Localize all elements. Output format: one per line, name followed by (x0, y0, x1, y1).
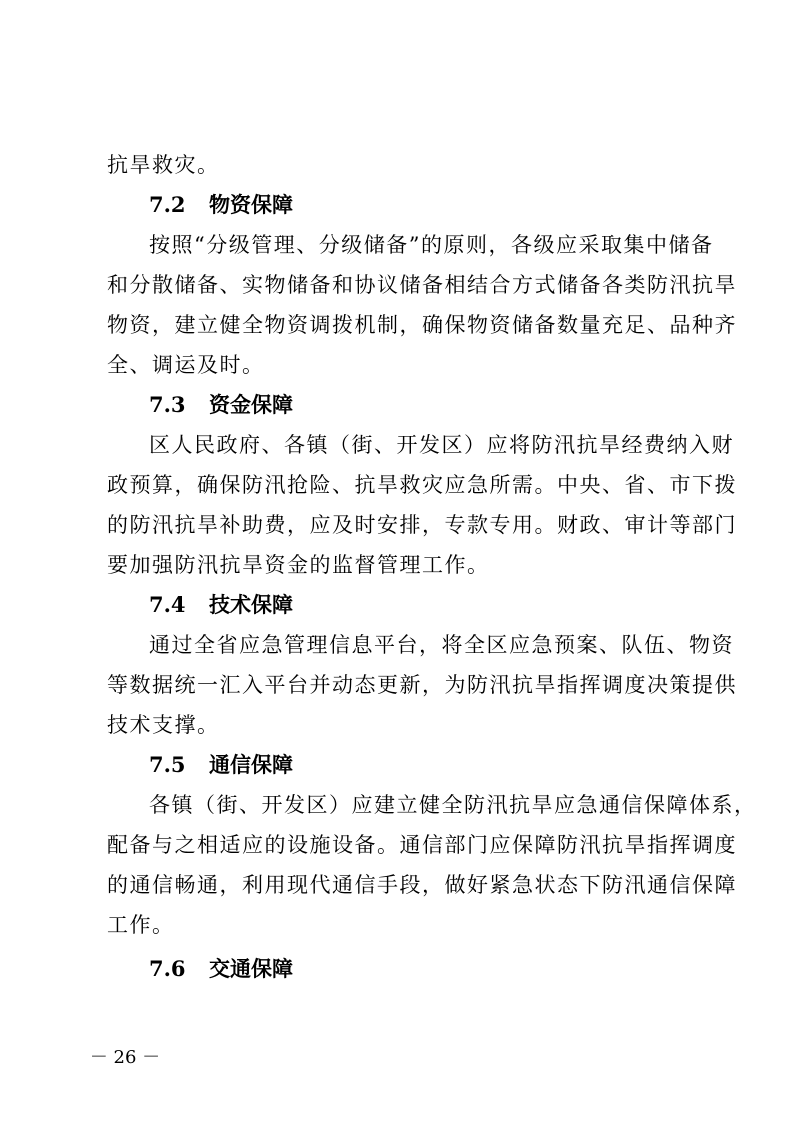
text-line: 政预算，确保防汛抢险、抗旱救灾应急所需。中央、省、市下拨 (107, 473, 737, 497)
section-number: 7.6 (149, 956, 186, 981)
text-line: 和分散储备、实物储备和协议储备相结合方式储备各类防汛抗旱 (107, 273, 737, 297)
section-number: 7.4 (149, 592, 186, 617)
section-paragraph (107, 785, 757, 945)
text-line: 要加强防汛抗旱资金的监督管理工作。 (107, 553, 490, 577)
section-7-5 (107, 745, 757, 945)
section-title: 技术保障 (209, 593, 293, 617)
section-heading (107, 745, 689, 785)
document-body (107, 145, 757, 989)
section-paragraph (107, 225, 737, 385)
section-title: 资金保障 (209, 393, 293, 417)
page-number: － 26 － (89, 1047, 161, 1068)
text-line: 全、调运及时。 (107, 353, 265, 377)
text-line: 物资，建立健全物资调拨机制，确保物资储备数量充足、品种齐 (107, 313, 737, 337)
text-line: 区人民政府、各镇（街、开发区）应将防汛抗旱经费纳入财 (149, 433, 734, 457)
section-title: 通信保障 (209, 753, 293, 777)
section-7-6 (107, 949, 689, 989)
section-title: 交通保障 (209, 957, 293, 981)
section-number: 7.3 (149, 392, 186, 417)
section-title: 物资保障 (209, 193, 293, 217)
section-number: 7.2 (149, 192, 186, 217)
text-line: 的通信畅通，利用现代通信手段，做好紧急状态下防汛通信保障 (107, 873, 737, 897)
section-heading (107, 385, 689, 425)
text-line: 配备与之相适应的设施设备。通信部门应保障防汛抗旱指挥调度 (107, 833, 737, 857)
section-number: 7.5 (149, 752, 186, 777)
section-7-4 (107, 585, 737, 745)
section-7-3 (107, 385, 737, 585)
section-paragraph (107, 425, 737, 585)
text-line: 抗旱救灾。 (107, 153, 220, 177)
text-line: 技术支撑。 (107, 713, 220, 737)
continuation-paragraph (107, 145, 689, 185)
text-line: 按照“分级管理、分级储备”的原则，各级应采取集中储备 (149, 233, 714, 257)
text-line: 各镇（街、开发区）应建立健全防汛抗旱应急通信保障体系， (149, 793, 757, 817)
section-heading (107, 185, 689, 225)
text-line: 工作。 (107, 913, 175, 937)
section-heading (107, 949, 689, 989)
section-paragraph (107, 625, 737, 745)
text-line: 通过全省应急管理信息平台，将全区应急预案、队伍、物资 (149, 633, 734, 657)
section-heading (107, 585, 689, 625)
text-line: 的防汛抗旱补助费，应及时安排，专款专用。财政、审计等部门 (107, 513, 737, 537)
section-7-2 (107, 185, 737, 385)
text-line: 等数据统一汇入平台并动态更新，为防汛抗旱指挥调度决策提供 (107, 673, 737, 697)
